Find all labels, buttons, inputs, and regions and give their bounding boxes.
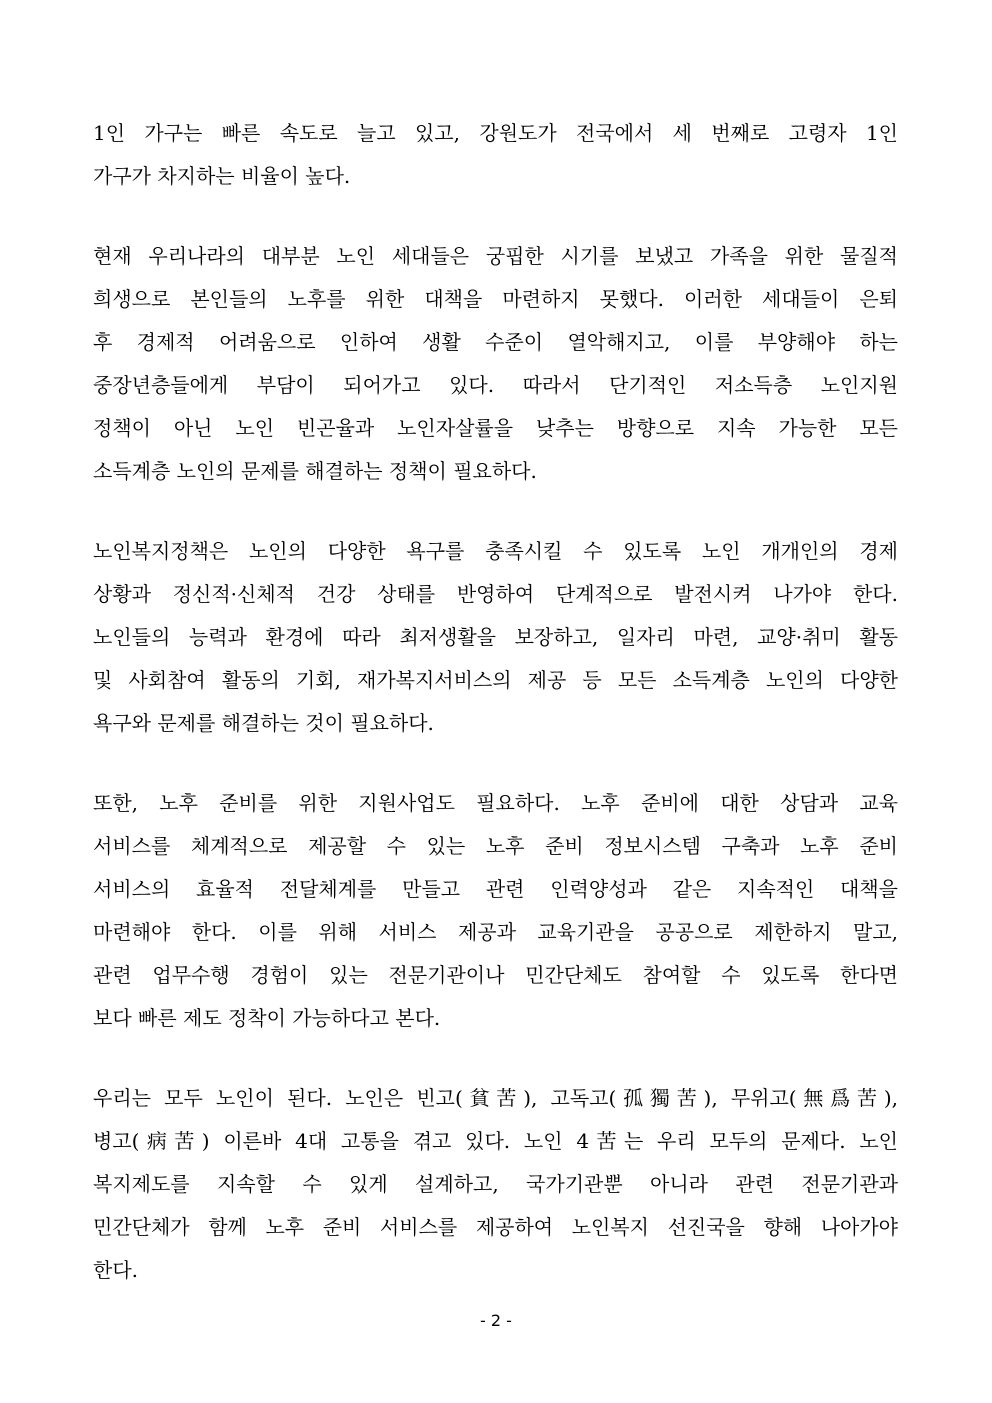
paragraph-4 <box>93 782 898 1040</box>
text-line: 욕구와 문제를 해결하는 것이 필요하다. <box>93 711 434 735</box>
text-line: 민간단체가 함께 노후 준비 서비스를 제공하여 노인복지 선진국을 향해 나아가야 <box>93 1215 898 1239</box>
text-line: 서비스를 체계적으로 제공할 수 있는 노후 준비 정보시스템 구축과 노후 준비 <box>93 834 898 858</box>
text-line: 우리는 모두 노인이 된다. 노인은 빈고(貧苦), 고독고(孤獨苦), 무위고(無爲苦), <box>93 1086 898 1110</box>
text-line: 서비스의 효율적 전달체계를 만들고 관련 인력양성과 같은 지속적인 대책을 <box>93 877 898 901</box>
text-line: 희생으로 본인들의 노후를 위한 대책을 마련하지 못했다. 이러한 세대들이 은퇴 <box>93 287 898 311</box>
text-line: 병고(病苦) 이른바 4대 고통을 겪고 있다. 노인 4苦는 우리 모두의 문제다. 노인 <box>93 1129 898 1153</box>
text-line: 관련 업무수행 경험이 있는 전문기관이나 민간단체도 참여할 수 있도록 한다면 <box>93 963 898 987</box>
text-line: 후 경제적 어려움으로 인하여 생활 수준이 열악해지고, 이를 부양해야 하는 <box>93 330 898 354</box>
text-line: 노인들의 능력과 환경에 따라 최저생활을 보장하고, 일자리 마련, 교양·취미 활동 <box>93 625 898 649</box>
text-line: 복지제도를 지속할 수 있게 설계하고, 국가기관뿐 아니라 관련 전문기관과 <box>93 1172 898 1196</box>
text-line: 보다 빠른 제도 정착이 가능하다고 본다. <box>93 1006 441 1030</box>
paragraph-2 <box>93 235 898 493</box>
text-line: 상황과 정신적·신체적 건강 상태를 반영하여 단계적으로 발전시켜 나가야 한다. <box>93 582 898 606</box>
paragraph-5 <box>93 1077 898 1292</box>
text-line: 마련해야 한다. 이를 위해 서비스 제공과 교육기관을 공공으로 제한하지 말고, <box>93 920 898 944</box>
text-line: 중장년층들에게 부담이 되어가고 있다. 따라서 단기적인 저소득층 노인지원 <box>93 373 898 397</box>
paragraph-1 <box>93 112 898 198</box>
text-line: 노인복지정책은 노인의 다양한 욕구를 충족시킬 수 있도록 노인 개개인의 경제 <box>93 539 898 563</box>
text-line: 정책이 아닌 노인 빈곤율과 노인자살률을 낮추는 방향으로 지속 가능한 모든 <box>93 416 898 440</box>
paragraph-3 <box>93 530 898 745</box>
text-line: 가구가 차지하는 비율이 높다. <box>93 164 351 188</box>
text-line: 현재 우리나라의 대부분 노인 세대들은 궁핍한 시기를 보냈고 가족을 위한 물질적 <box>93 244 898 268</box>
text-line: 및 사회참여 활동의 기회, 재가복지서비스의 제공 등 모든 소득계층 노인의 다양한 <box>93 668 898 692</box>
document-body <box>93 112 898 1329</box>
text-line: 소득계층 노인의 문제를 해결하는 정책이 필요하다. <box>93 459 537 483</box>
text-line: 1인 가구는 빠른 속도로 늘고 있고, 강원도가 전국에서 세 번째로 고령자 1인 <box>93 121 898 145</box>
text-line: 또한, 노후 준비를 위한 지원사업도 필요하다. 노후 준비에 대한 상담과 교육 <box>93 791 898 815</box>
page-number: - 2 - <box>480 1311 512 1330</box>
text-line: 한다. <box>93 1258 138 1282</box>
